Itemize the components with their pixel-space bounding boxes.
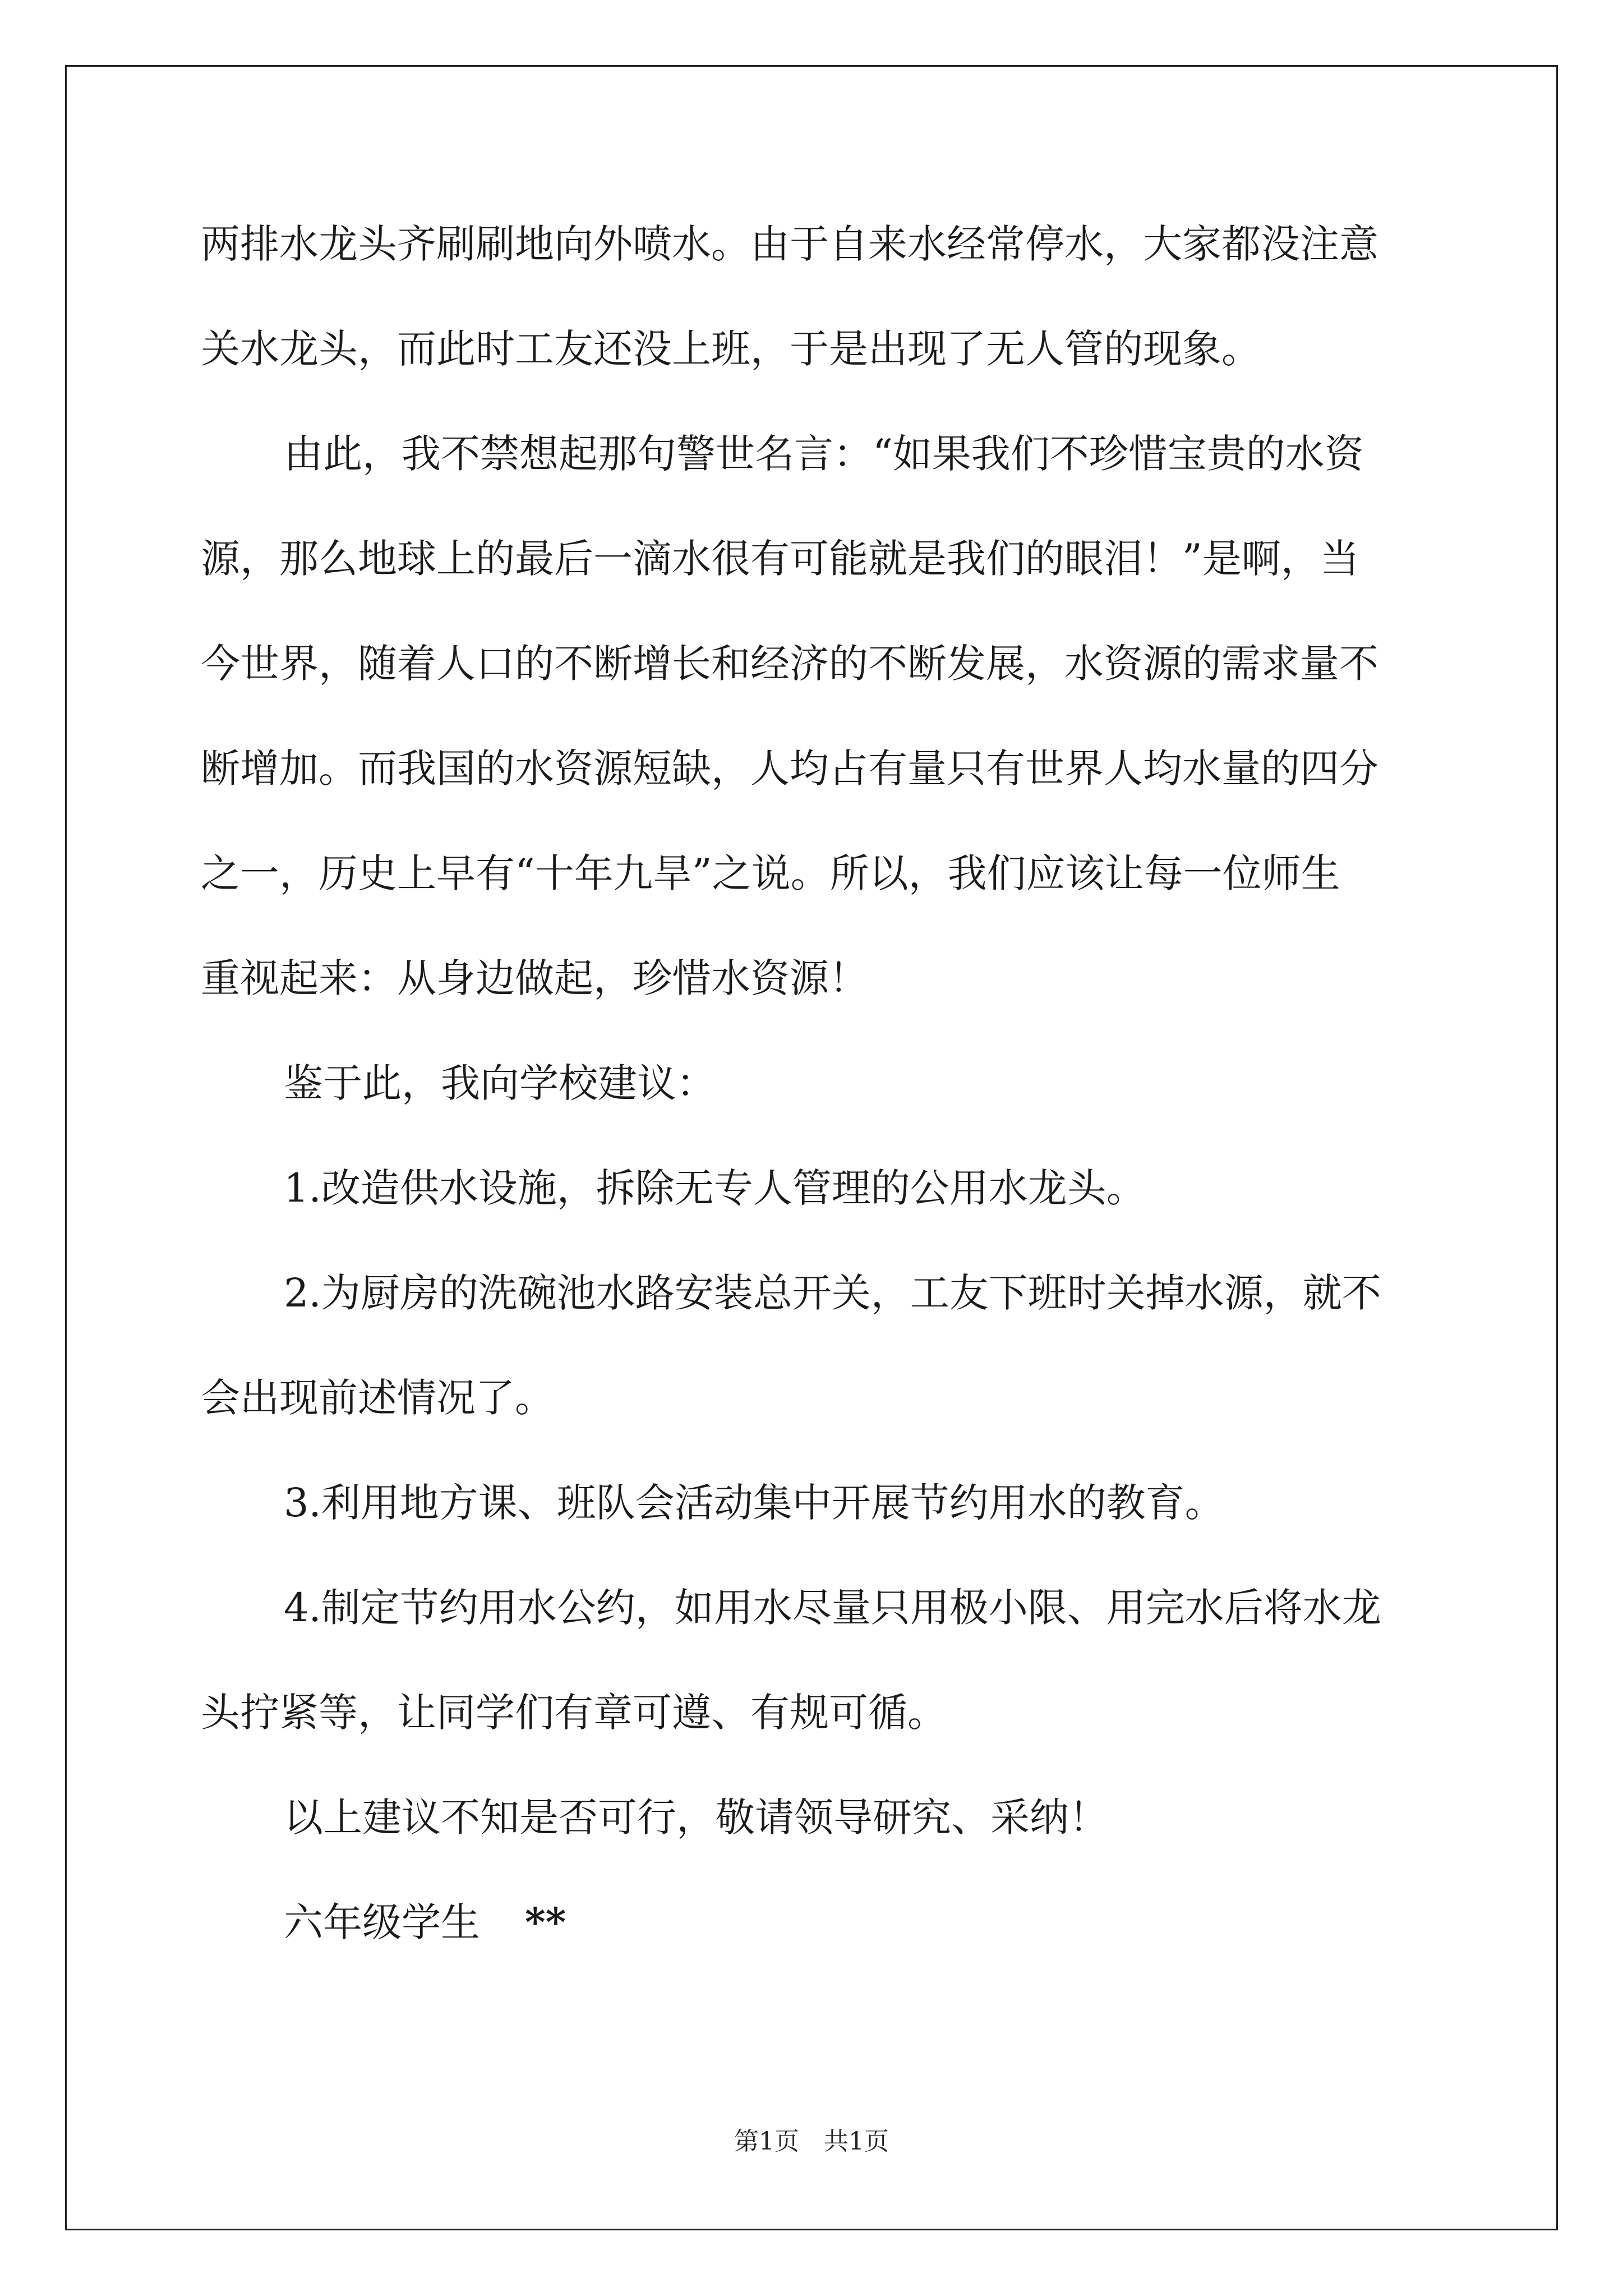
text-line: 源，那么地球上的最后一滴水很有可能就是我们的眼泪！”是啊，当	[201, 536, 1359, 582]
paragraph-start-line: 鉴于此，我向学校建议：	[284, 1060, 716, 1106]
text-line: 之一，历史上早有“十年九旱”之说。所以，我们应该让每一位师生	[201, 850, 1340, 896]
document-body	[201, 213, 1429, 1996]
text-line: 重视起来：从身边做起，珍惜水资源！	[201, 955, 868, 1001]
text-line: 会出现前述情况了。	[201, 1375, 554, 1421]
signature-text: 六年级学生	[284, 1899, 480, 1945]
suggestion-item-4: 4.制定节约用水公约，如用水尽量只用极小限、用完水后将水龙	[284, 1585, 1381, 1631]
suggestion-item-3: 3.利用地方课、班队会活动集中开展节约用水的教育。	[284, 1480, 1224, 1526]
text-line: 两排水龙头齐刷刷地向外喷水。由于自来水经常停水，大家都没注意	[201, 221, 1378, 267]
signature-mark: **	[525, 1899, 566, 1945]
text-line: 关水龙头，而此时工友还没上班，于是出现了无人管的现象。	[201, 326, 1261, 372]
text-line: 断增加。而我国的水资源短缺，人均占有量只有世界人均水量的四分	[201, 746, 1378, 792]
text-line: 今世界，随着人口的不断增长和经济的不断发展，水资源的需求量不	[201, 641, 1378, 687]
paragraph-start-line: 由此，我不禁想起那句警世名言：“如果我们不珍惜宝贵的水资	[284, 431, 1364, 477]
closing-line: 以上建议不知是否可行，敬请领导研究、采纳！	[284, 1795, 1108, 1841]
suggestion-item-1: 1.改造供水设施，拆除无专人管理的公用水龙头。	[284, 1165, 1146, 1211]
signature-line	[201, 1892, 1429, 1996]
page-footer: 第1页 共1页	[734, 2127, 889, 2156]
suggestion-item-2: 2.为厨房的洗碗池水路安装总开关，工友下班时关掉水源，就不	[284, 1270, 1381, 1316]
text-line: 头拧紧等，让同学们有章可遵、有规可循。	[201, 1690, 947, 1736]
